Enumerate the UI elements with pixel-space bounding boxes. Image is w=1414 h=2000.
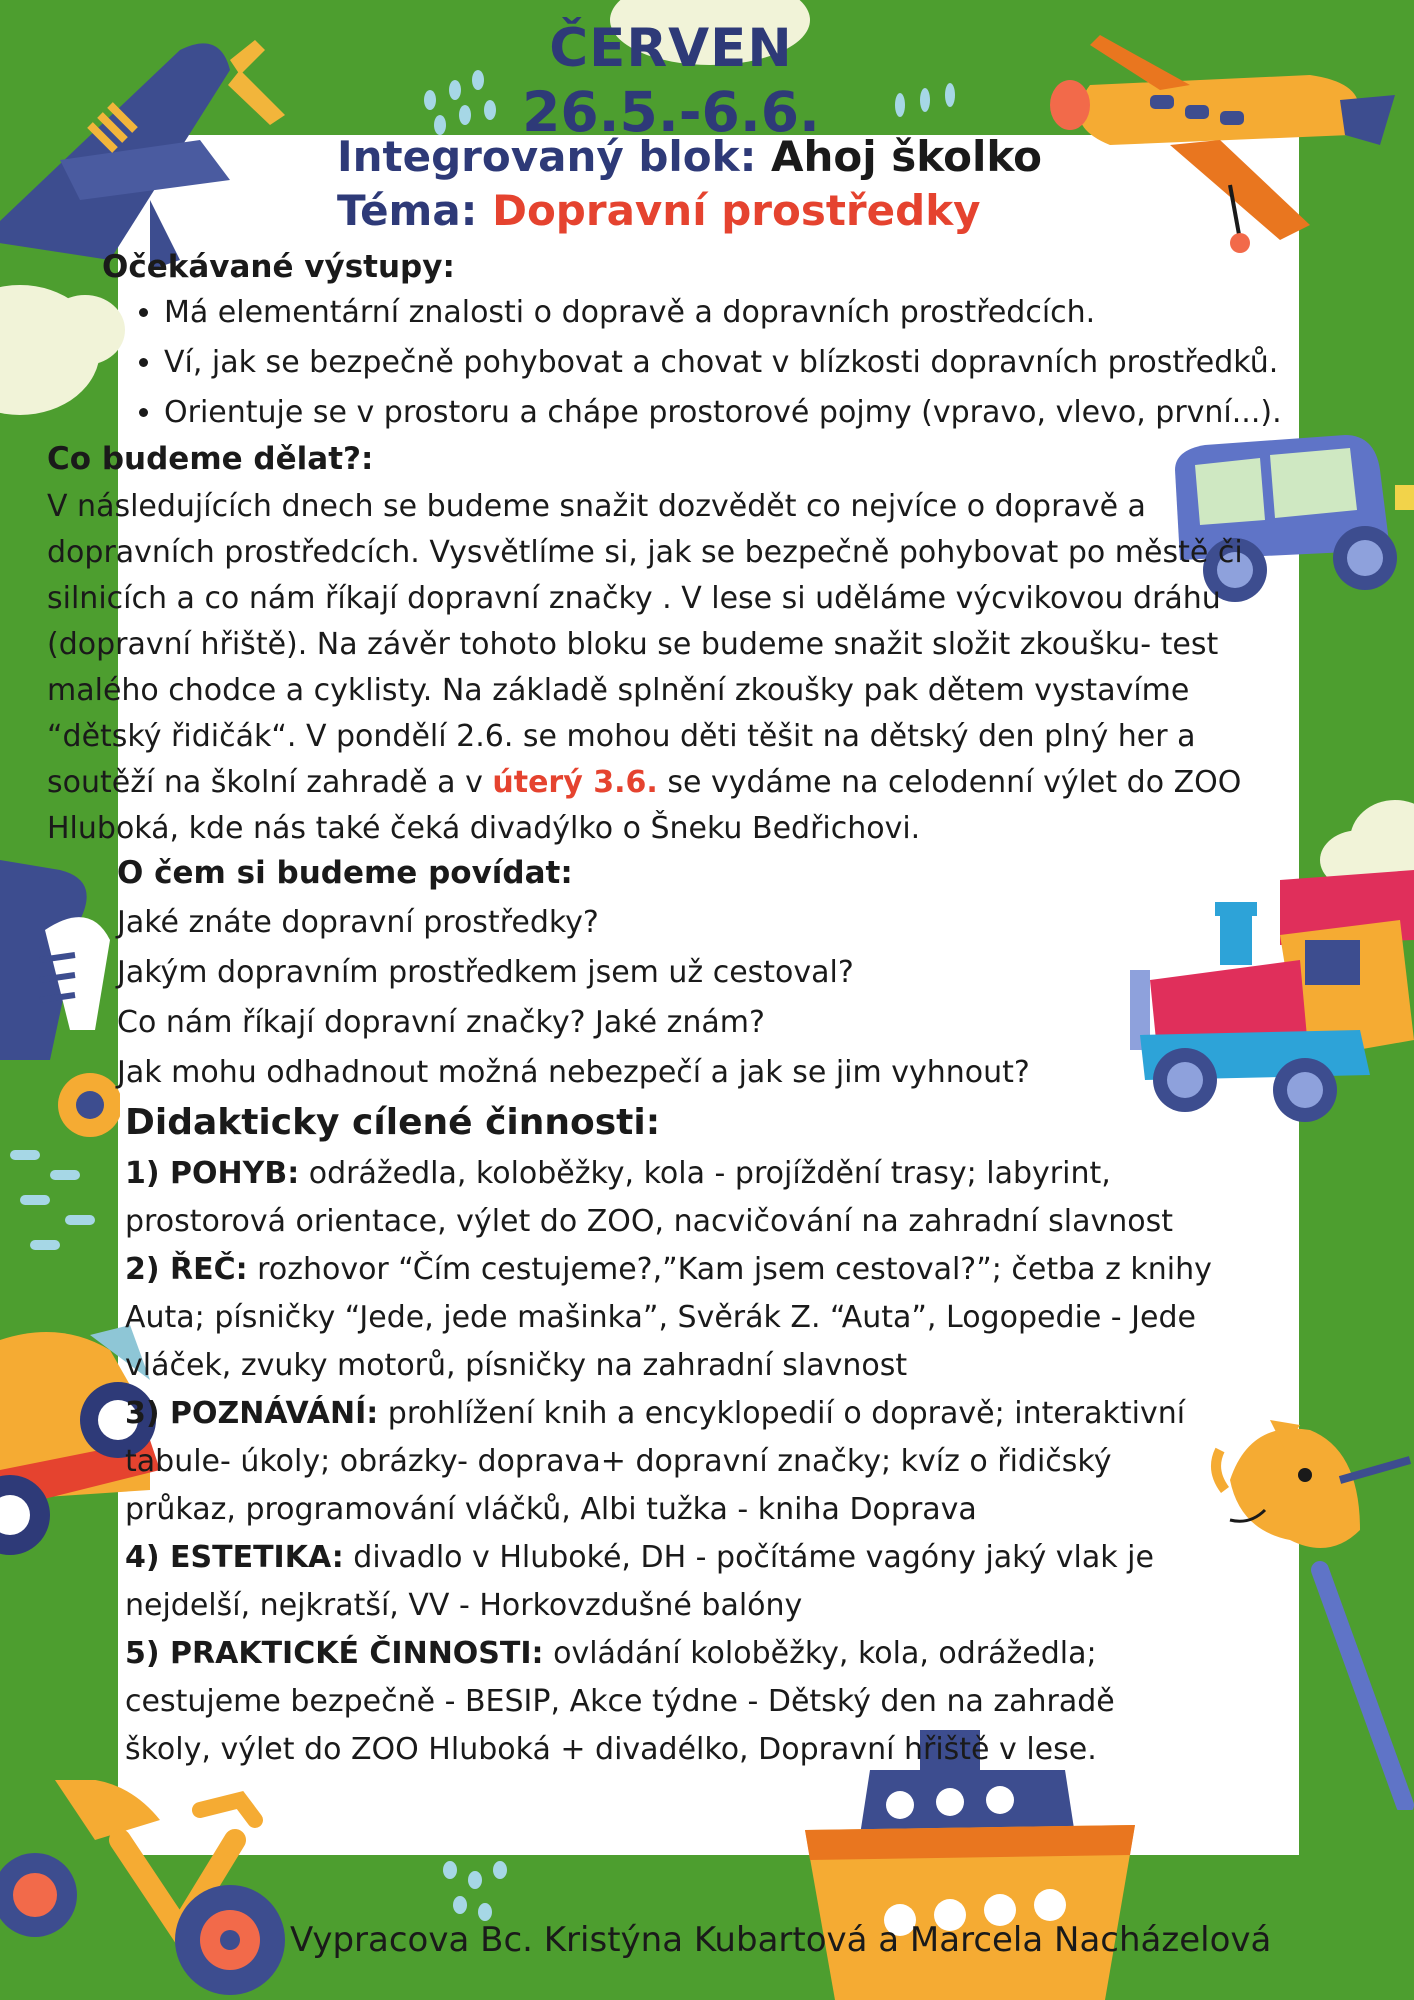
toy-train-illustration (1130, 830, 1414, 1130)
activity-pohyb (125, 1150, 1212, 1246)
activity-text: tabule- úkoly; obrázky- doprava+ dopravní značky; kvíz o řidičský (125, 1444, 1112, 1479)
theme-label: Téma: (337, 186, 478, 235)
block-label: Integrovaný blok: (337, 132, 757, 181)
plan-line-text: se vydáme na celodenní výlet do ZOO (657, 765, 1242, 800)
month-title: ČERVEN (549, 18, 793, 79)
activity-label: 3) POZNÁVÁNÍ: (125, 1396, 379, 1431)
skate-illustration (0, 860, 120, 1140)
integrated-block-line (337, 132, 1042, 181)
activity-text: divadlo v Hluboké, DH - počítáme vagóny jaký vlak je (343, 1540, 1154, 1575)
talk-heading: O čem si budeme povídat: (117, 855, 573, 891)
question-item: Jaké znáte dopravní prostředky? (117, 905, 599, 940)
plan-line: silnicích a co nám říkají dopravní značky . V lese si uděláme výcvikovou dráhu (47, 581, 1221, 616)
activity-text: Auta; písničky “Jede, jede mašinka”, Svěrák Z. “Auta”, Logopedie - Jede (125, 1300, 1196, 1335)
activity-estetika (125, 1534, 1212, 1630)
activity-text: vláček, zvuky motorů, písničky na zahradní slavnost (125, 1348, 908, 1383)
question-item: Jakým dopravním prostředkem jsem už cestoval? (117, 955, 854, 990)
trip-date-highlight: úterý 3.6. (492, 765, 658, 800)
theme-value: Dopravní prostředky (492, 186, 981, 235)
plan-line: dopravních prostředcích. Vysvětlíme si, jak se bezpečně pohybovat po městě či (47, 535, 1243, 570)
date-range: 26.5.-6.6. (522, 80, 820, 144)
activity-poznavani (125, 1390, 1212, 1534)
plan-line-text: soutěží na školní zahradě a v (47, 765, 493, 800)
plan-heading: Co budeme dělat?: (47, 441, 374, 477)
plan-line (47, 760, 1243, 806)
outcomes-heading: Očekávané výstupy: (102, 249, 455, 285)
activity-label: 1) POHYB: (125, 1156, 300, 1191)
activity-label: 2) ŘEČ: (125, 1252, 248, 1287)
activity-text: cestujeme bezpečně - BESIP, Akce týdne - Dětský den na zahradě (125, 1684, 1115, 1719)
activity-text: průkaz, programování vláčků, Albi tužka - kniha Doprava (125, 1492, 977, 1527)
plan-line: V následujících dnech se budeme snažit dozvědět co nejvíce o dopravě a (47, 489, 1146, 524)
plan-paragraph (47, 484, 1243, 852)
author-credit: Vypracova Bc. Kristýna Kubartová a Marcela Nacházelová (290, 1920, 1272, 1960)
activity-prakticke (125, 1630, 1212, 1774)
activity-rec (125, 1246, 1212, 1390)
activities-list (125, 1150, 1212, 1774)
activity-text: odrážedla, koloběžky, kola - projíždění trasy; labyrint, (299, 1156, 1111, 1191)
outcome-item: • Orientuje se v prostoru a chápe prostorové pojmy (vpravo, vlevo, první...). (164, 390, 1282, 440)
question-item: Co nám říkají dopravní značky? Jaké znám? (117, 1005, 765, 1040)
plan-line: malého chodce a cyklisty. Na základě splnění zkoušky pak dětem vystavíme (47, 673, 1190, 708)
outcome-item: • Ví, jak se bezpečně pohybovat a chovat v blízkosti dopravních prostředků. (164, 340, 1282, 390)
plan-line: “dětský řidičák“. V pondělí 2.6. se mohou děti těšit na dětský den plný her a (47, 719, 1196, 754)
theme-line (337, 186, 981, 235)
activity-label: 5) PRAKTICKÉ ČINNOSTI: (125, 1636, 544, 1671)
block-value: Ahoj školko (771, 132, 1043, 181)
question-item: Jak mohu odhadnout možná nebezpečí a jak se jim vyhnout? (117, 1055, 1030, 1090)
activities-heading: Didakticky cílené činnosti: (125, 1102, 661, 1143)
activity-text: prostorová orientace, výlet do ZOO, nacvičování na zahradní slavnost (125, 1204, 1174, 1239)
hobby-horse-illustration (1210, 1410, 1414, 1810)
talk-questions (117, 898, 1030, 1098)
activity-text: školy, výlet do ZOO Hluboká + divadélko, Dopravní hřiště v lese. (125, 1732, 1097, 1767)
activity-text: rozhovor “Čím cestujeme?,”Kam jsem cestoval?”; četba z knihy (247, 1252, 1212, 1287)
plan-line: Hluboká, kde nás také čeká divadýlko o Šneku Bedřichovi. (47, 811, 921, 846)
tricycle-illustration (0, 1780, 310, 2000)
outcome-item: • Má elementární znalosti o dopravě a dopravních prostředcích. (164, 290, 1282, 340)
activity-text: nejdelší, nejkratší, VV - Horkovzdušné balóny (125, 1588, 803, 1623)
activity-label: 4) ESTETIKA: (125, 1540, 344, 1575)
outcomes-list (130, 290, 1282, 440)
plan-line: (dopravní hřiště). Na závěr tohoto bloku se budeme snažit složit zkoušku- test (47, 627, 1219, 662)
activity-text: prohlížení knih a encyklopedií o dopravě; interaktivní (378, 1396, 1186, 1431)
activity-text: ovládání koloběžky, kola, odrážedla; (543, 1636, 1097, 1671)
